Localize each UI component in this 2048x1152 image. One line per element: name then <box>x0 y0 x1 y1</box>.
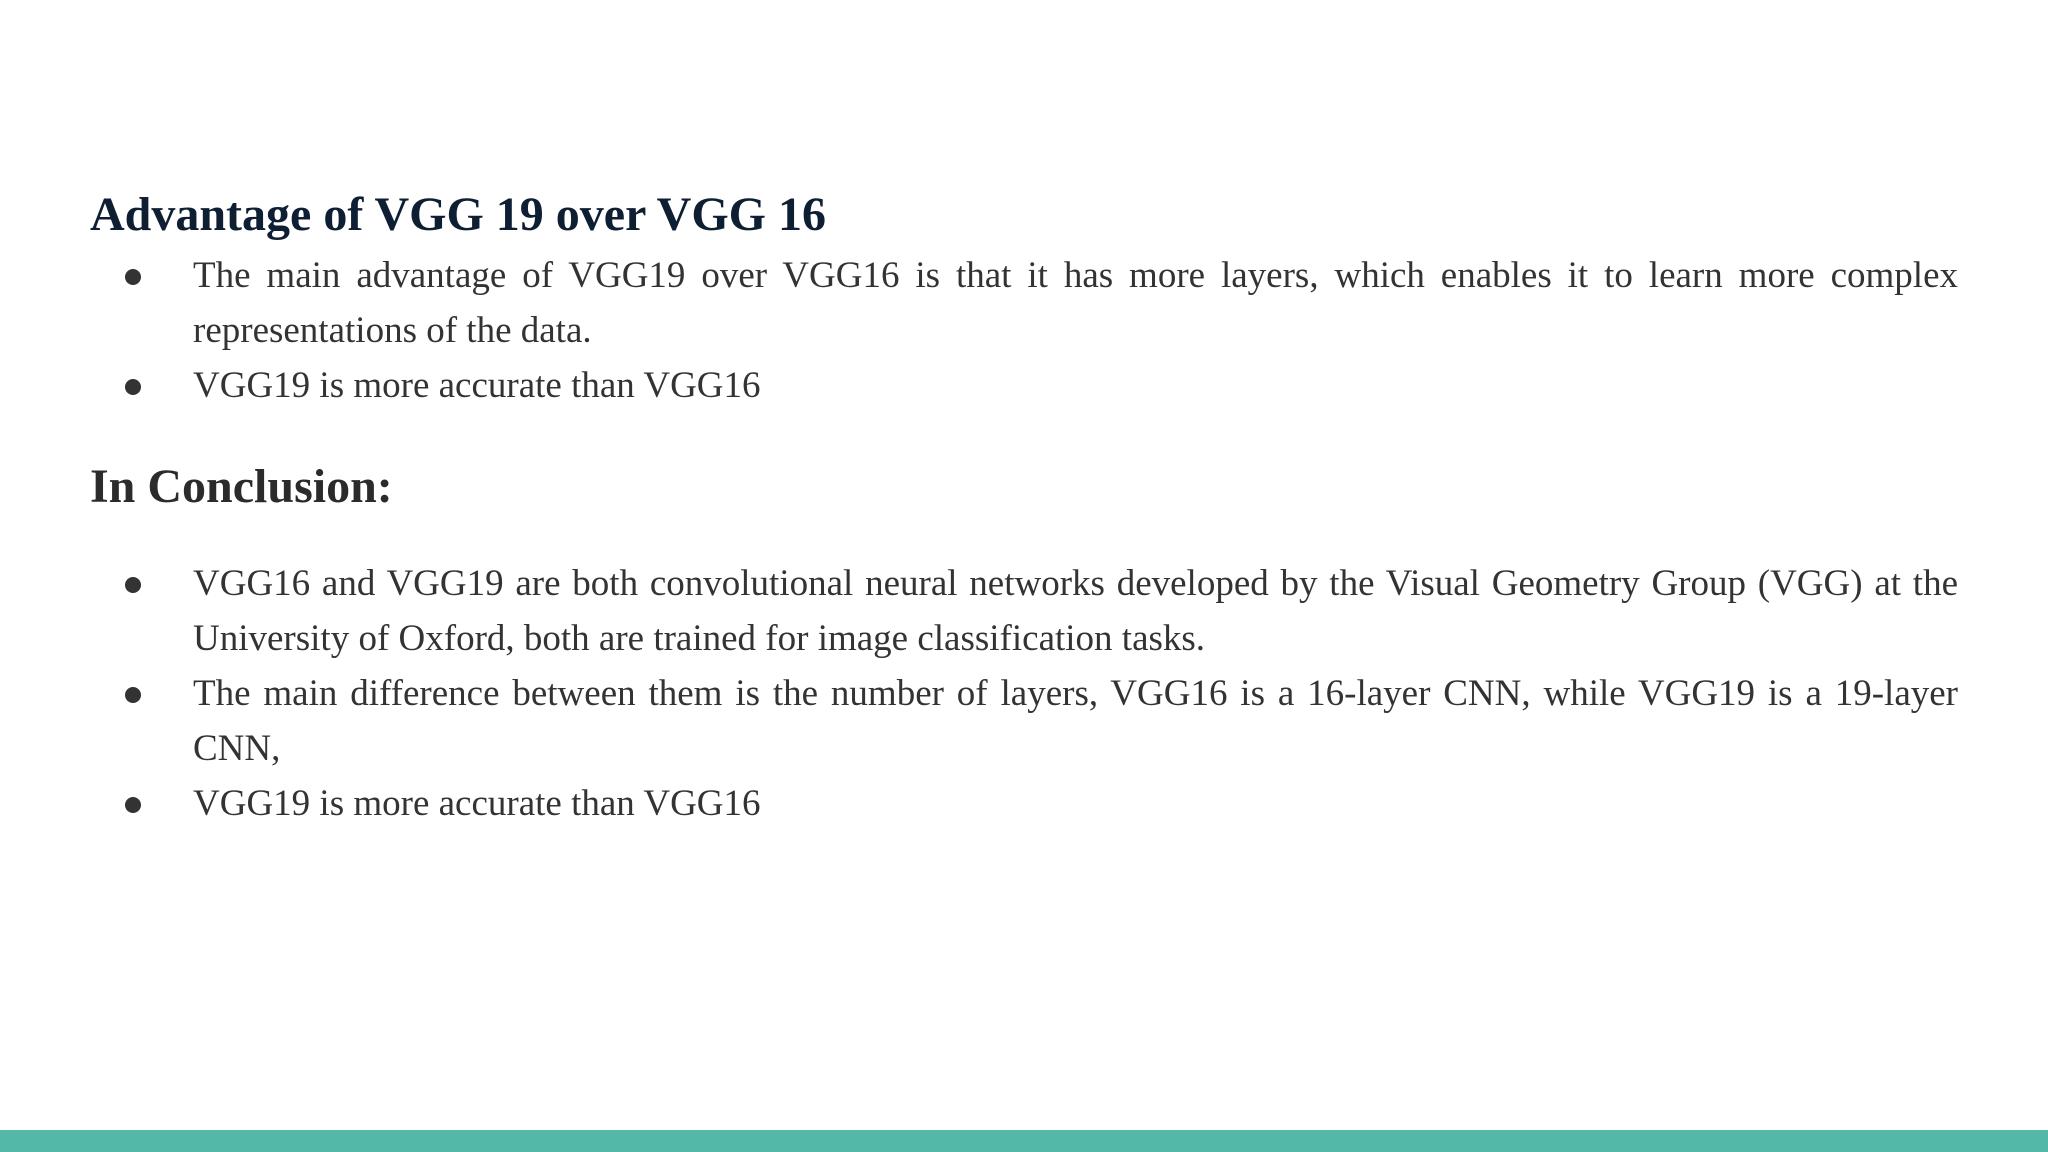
heading-conclusion: In Conclusion: <box>90 460 393 513</box>
bullet-text: VGG19 is more accurate than VGG16 <box>193 783 761 824</box>
list-item <box>0 556 2048 666</box>
bullet-icon <box>125 379 141 395</box>
bullet-text: The main difference between them is the number of layers, VGG16 is a 16-layer CNN, while VGG19 is a 19-layer CNN, <box>193 673 1958 769</box>
bullet-text: VGG19 is more accurate than VGG16 <box>193 365 761 406</box>
list-item <box>0 666 2048 776</box>
conclusion-bullet-list <box>0 556 2048 831</box>
bullet-text: The main advantage of VGG19 over VGG16 is that it has more layers, which enables it to learn more complex representations of the data. <box>193 255 1958 351</box>
footer-accent-bar <box>0 1130 2048 1152</box>
bullet-icon <box>125 577 141 593</box>
bullet-text: VGG16 and VGG19 are both convolutional neural networks developed by the Visual Geometry Group (VGG) at the University of Oxford, both are trained for image classification tasks. <box>193 563 1958 659</box>
bullet-icon <box>125 687 141 703</box>
heading-advantage: Advantage of VGG 19 over VGG 16 <box>90 188 827 241</box>
list-item <box>0 776 2048 831</box>
advantage-bullet-list <box>0 248 2048 413</box>
bullet-icon <box>125 797 141 813</box>
list-item <box>0 248 2048 358</box>
list-item <box>0 358 2048 413</box>
bullet-icon <box>125 269 141 285</box>
